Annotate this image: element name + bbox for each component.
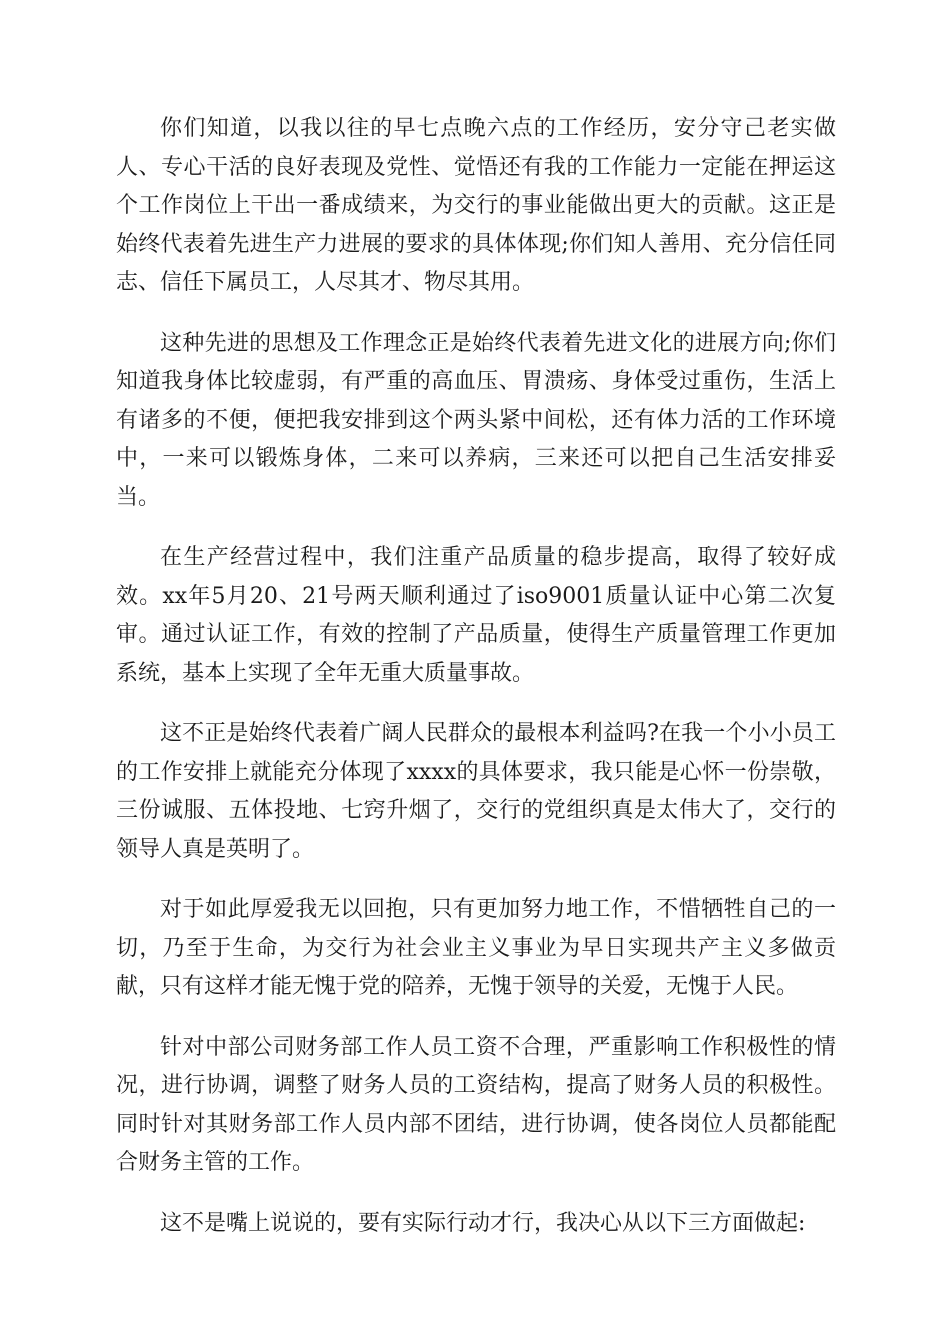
paragraph-4: 这不正是始终代表着广阔人民群众的最根本利益吗?在我一个小小员工的工作安排上就能充分体现了xxxx的具体要求，我只能是心怀一份崇敬，三份诚服、五体投地、七窍升烟了，交行的党组织真是太伟大了，交行的领导人真是英明了。 — [116, 721, 836, 862]
paragraph-1: 你们知道，以我以往的早七点晚六点的工作经历，安分守己老实做人、专心干活的良好表现及党性、觉悟还有我的工作能力一定能在押运这个工作岗位上干出一番成绩来，为交行的事业能做出更大的贡献。这正是始终代表着先进生产力进展的要求的具体体现;你们知人善用、充分信任同志、信任下属员工，人尽其才、物尽其用。 — [116, 116, 836, 295]
paragraph-6: 针对中部公司财务部工作人员工资不合理，严重影响工作积极性的情况，进行协调，调整了财务人员的工资结构，提高了财务人员的积极性。同时针对其财务部工作人员内部不团结，进行协调，使各岗位人员都能配合财务主管的工作。 — [116, 1034, 836, 1175]
paragraph-2: 这种先进的思想及工作理念正是始终代表着先进文化的进展方向;你们知道我身体比较虚弱，有严重的高血压、胃溃疡、身体受过重伤，生活上有诸多的不便，便把我安排到这个两头紧中间松，还有体力活的工作环境中，一来可以锻炼身体，二来可以养病，三来还可以把自己生活安排妥当。 — [116, 330, 836, 510]
paragraph-3: 在生产经营过程中，我们注重产品质量的稳步提高，取得了较好成效。xx年5月20、21号两天顺利通过了iso9001质量认证中心第二次复审。通过认证工作，有效的控制了产品质量，使得生产质量管理工作更加系统，基本上实现了全年无重大质量事故。 — [116, 545, 836, 686]
paragraph-5: 对于如此厚爱我无以回抱，只有更加努力地工作，不惜牺牲自己的一切，乃至于生命，为交行为社会业主义事业为早日实现共产主义多做贡献，只有这样才能无愧于党的陪养，无愧于领导的关爱，无愧于人民。 — [116, 897, 836, 999]
document-body — [116, 110, 836, 1265]
paragraph-7: 这不是嘴上说说的，要有实际行动才行，我决心从以下三方面做起: — [160, 1210, 806, 1236]
